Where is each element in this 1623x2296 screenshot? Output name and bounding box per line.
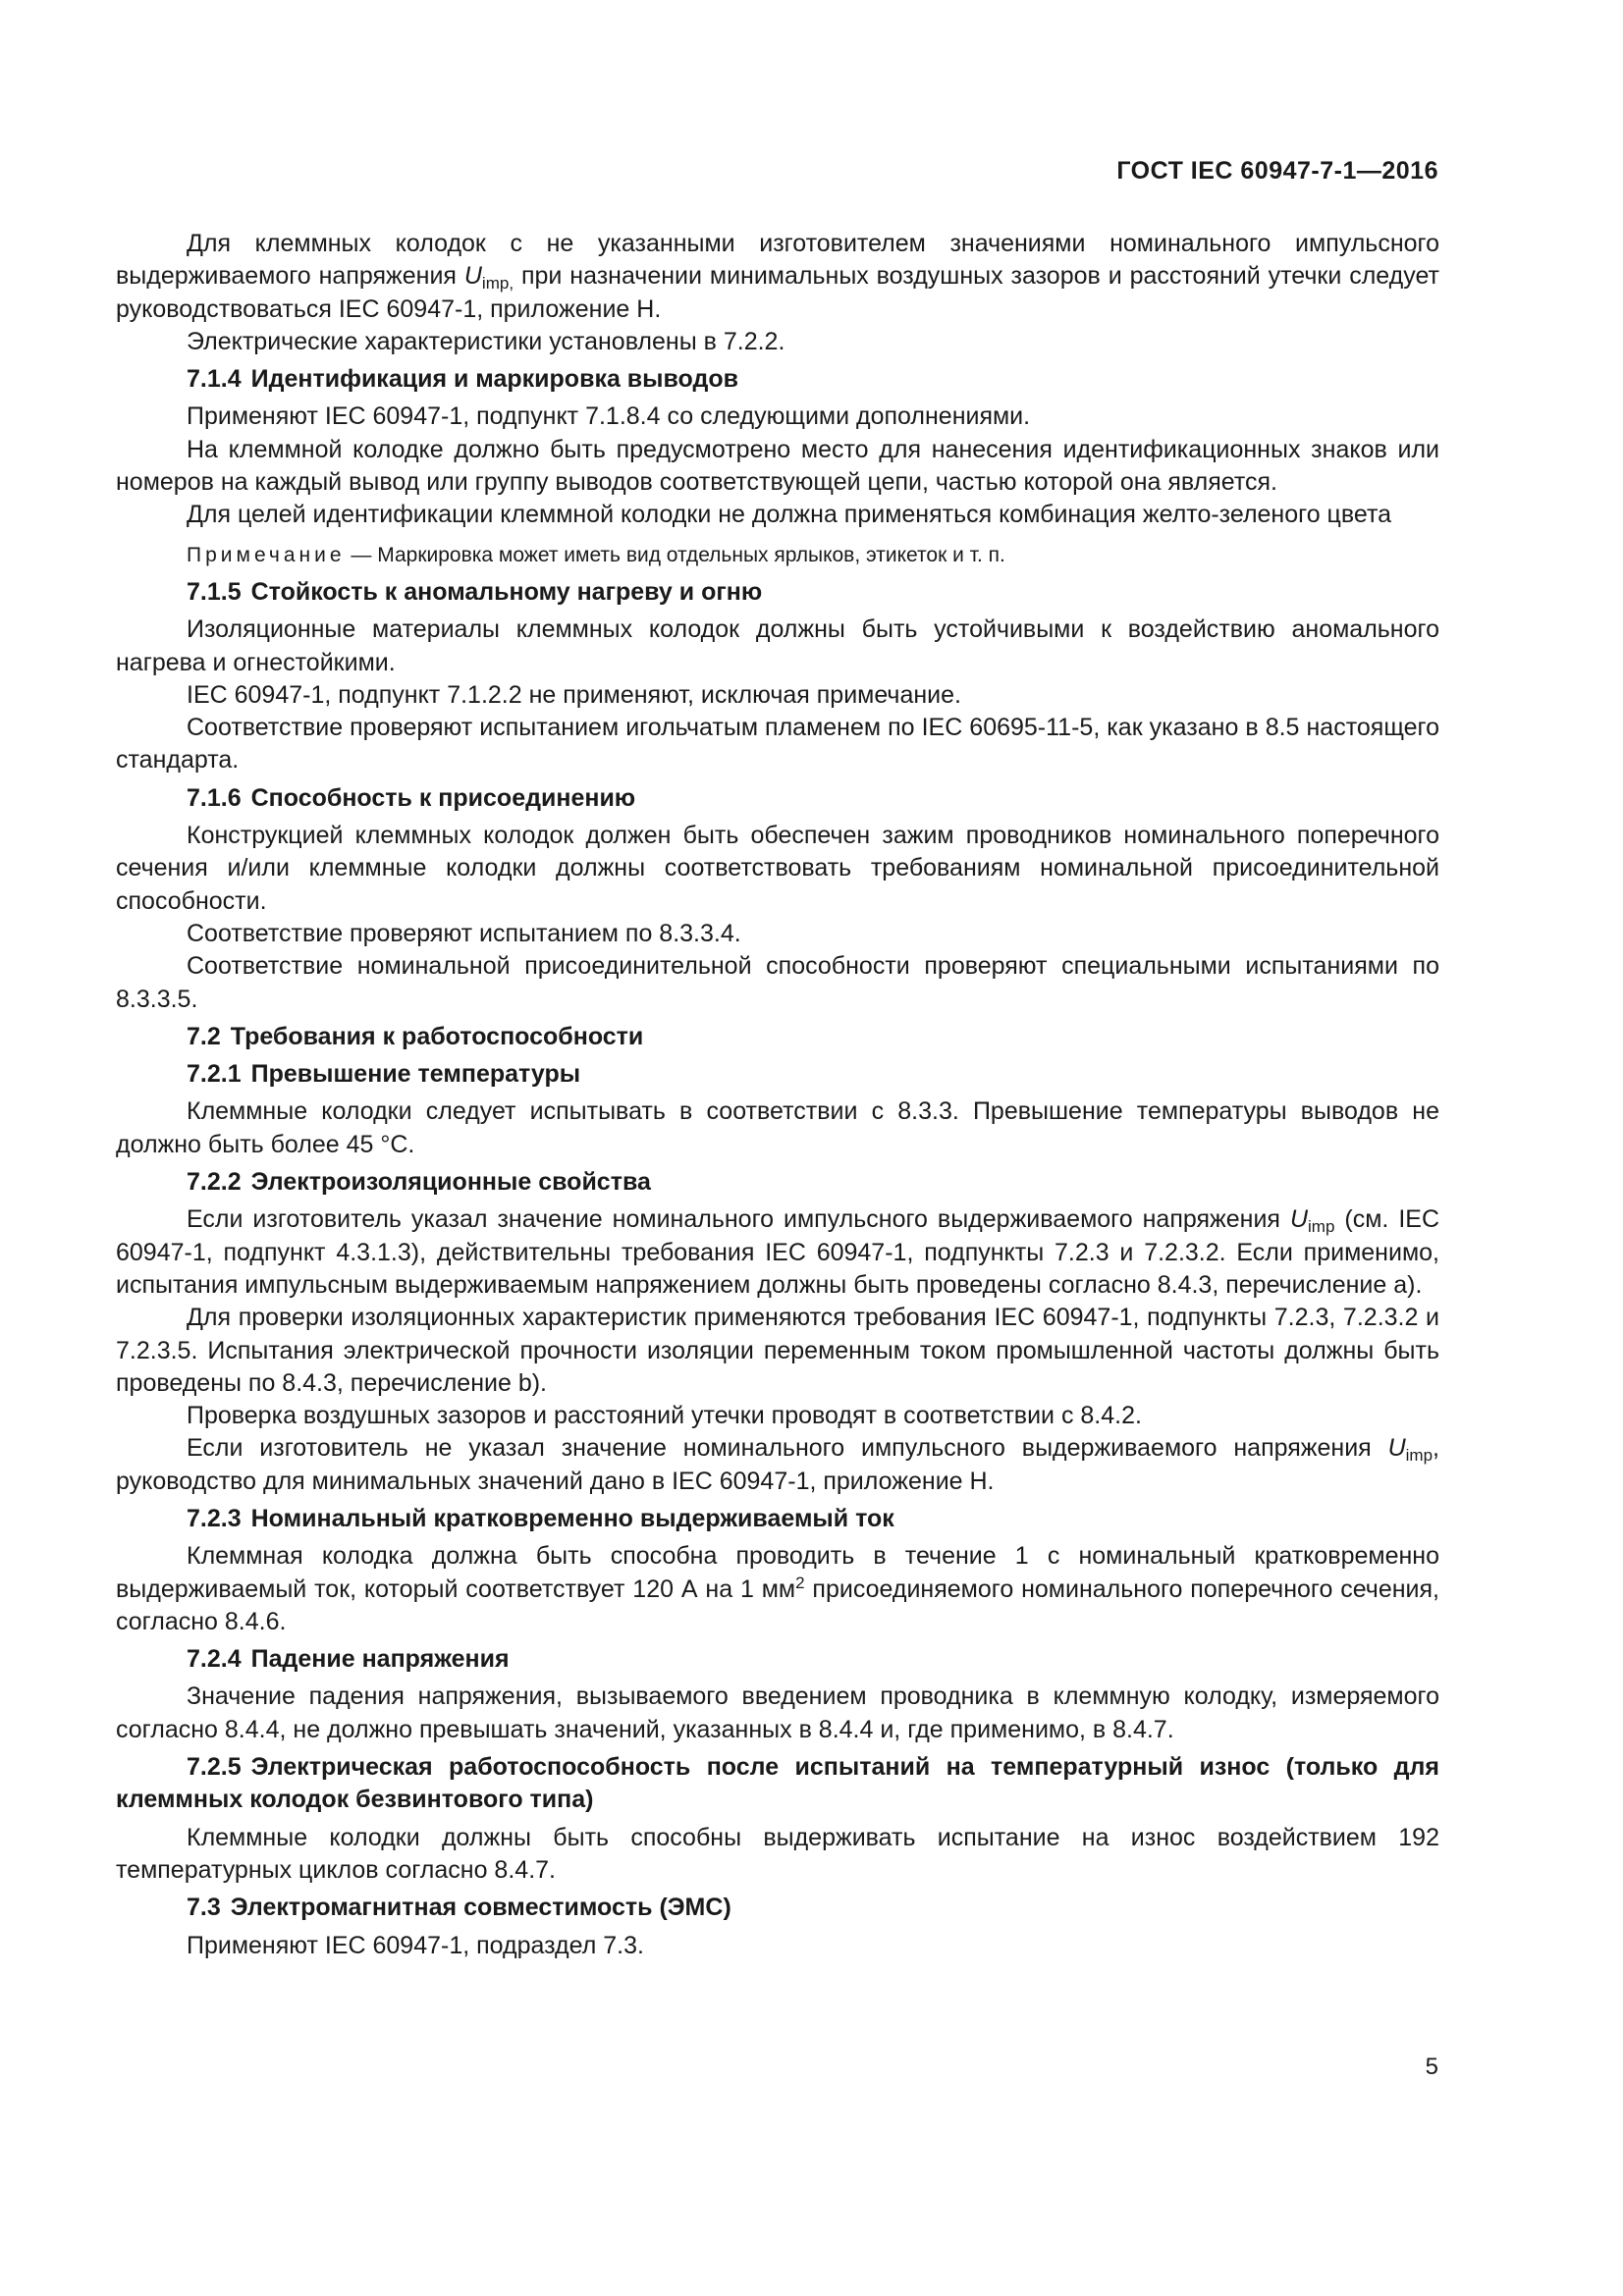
section-heading-7-3: 7.3 Электромагнитная совместимость (ЭМС) [187, 1894, 731, 1922]
section-heading-7-2-4: 7.2.4 Падение напряжения [187, 1645, 510, 1674]
paragraph: Если изготовитель указал значение номинального импульсного выдерживаемого напряжения $U_{imp}$ (см. IEC 60947-1, подпункт 4.3.1.3), действительны требования IEC 60947-1, подпункты 7.2.3 и 7.2.3.2. Если применимо, испытания импульсным выдерживаемым напряжением должны быть проведены согласно 8.4.3, перечисление a). [116, 1205, 1439, 1299]
section-heading-7-2: 7.2 Требования к работоспособности [187, 1022, 644, 1050]
section-heading-7-1-5: 7.1.5 Стойкость к аномальному нагреву и огню [187, 577, 763, 606]
paragraph: Проверка воздушных зазоров и расстояний утечки проводят в соответствии с 8.4.2. [187, 1402, 1142, 1430]
paragraph: Клеммные колодки должны быть способны выдерживать испытание на износ воздействием 192 температурных циклов согласно 8.4.7. [116, 1823, 1439, 1884]
section-heading-7-1-6: 7.1.6 Способность к присоединению [187, 783, 636, 812]
page-number: 5 [1425, 2054, 1438, 2080]
paragraph: Изоляционные материалы клеммных колодок должны быть устойчивыми к воздействию аномального нагрева и огнестойкими. [116, 615, 1439, 676]
document-body [116, 228, 1439, 1962]
section-heading-7-2-3: 7.2.3 Номинальный кратковременно выдерживаемый ток [187, 1504, 894, 1532]
paragraph: IEC 60947-1, подпункт 7.1.2.2 не применяют, исключая примечание. [187, 680, 961, 709]
paragraph: Клеммные колодки следует испытывать в соответствии с 8.3.3. Превышение температуры выводов не должно быть более 45 °C. [116, 1097, 1439, 1158]
paragraph: Значение падения напряжения, вызываемого введением проводника в клеммную колодку, измеряемого согласно 8.4.4, не должно превышать значений, указанных в 8.4.4 и, где применимо, в 8.4.7. [116, 1682, 1439, 1743]
paragraph: Применяют IEC 60947-1, подпункт 7.1.8.4 со следующими дополнениями. [187, 402, 1031, 431]
paragraph: Соответствие номинальной присоединительной способности проверяют специальными испытаниями по 8.3.3.5. [116, 952, 1439, 1013]
standard-header: ГОСТ IEC 60947-7-1—2016 [1116, 157, 1438, 185]
section-heading-7-1-4: 7.1.4 Идентификация и маркировка выводов [187, 365, 739, 394]
paragraph: Конструкцией клеммных колодок должен быть обеспечен зажим проводников номинального поперечного сечения и/или клеммные колодки должны соответствовать требованиям номинальной присоединительной способности. [116, 822, 1439, 915]
paragraph: Соответствие проверяют испытанием по 8.3.3.4. [187, 919, 741, 947]
paragraph: На клеммной колодке должно быть предусмотрено место для нанесения идентификационных знаков или номеров на каждый вывод или группу выводов соответствующей цепи, частью которой она является. [116, 435, 1439, 497]
paragraph: Для клеммных колодок с не указанными изготовителем значениями номинального импульсного выдерживаемого напряжения $U_{imp,}$ при назначении минимальных воздушных зазоров и расстояний утечки следует руководствоваться IEC 60947-1, приложение H. [116, 230, 1439, 323]
paragraph: Если изготовитель не указал значение номинального импульсного выдерживаемого напряжения $U_{imp}$, руководство для минимальных значений дано в IEC 60947-1, приложение H. [116, 1434, 1439, 1495]
paragraph: Клеммная колодка должна быть способна проводить в течение 1 с номинальный кратковременно выдерживаемый ток, который соответствует 120 А на 1 $мм^2$ присоединяемого номинального поперечного сечения, согласно 8.4.6. [116, 1542, 1439, 1635]
section-heading-7-2-5: 7.2.5 Электрическая работоспособность после испытаний на температурный износ (только для клеммных колодок безвинтового типа) [116, 1753, 1439, 1814]
paragraph: Применяют IEC 60947-1, подраздел 7.3. [187, 1931, 644, 1959]
section-heading-7-2-2: 7.2.2 Электроизоляционные свойства [187, 1168, 651, 1197]
paragraph: Для проверки изоляционных характеристик применяются требования IEC 60947-1, подпункты 7.2.3, 7.2.3.2 и 7.2.3.5. Испытания электрической прочности изоляции переменным током промышленной частоты должны быть проведены по 8.4.3, перечисление b). [116, 1304, 1439, 1397]
paragraph: Для целей идентификации клеммной колодки не должна применяться комбинация желто-зеленого цвета [187, 501, 1392, 529]
paragraph: Соответствие проверяют испытанием игольчатым пламенем по IEC 60695-11-5, как указано в 8.5 настоящего стандарта. [116, 714, 1439, 774]
paragraph: Электрические характеристики установлены в 7.2.2. [187, 327, 785, 355]
section-heading-7-2-1: 7.2.1 Превышение температуры [187, 1060, 581, 1089]
note: Примечание — Маркировка может иметь вид отдельных ярлыков, этикеток и т. п. [187, 543, 1005, 566]
